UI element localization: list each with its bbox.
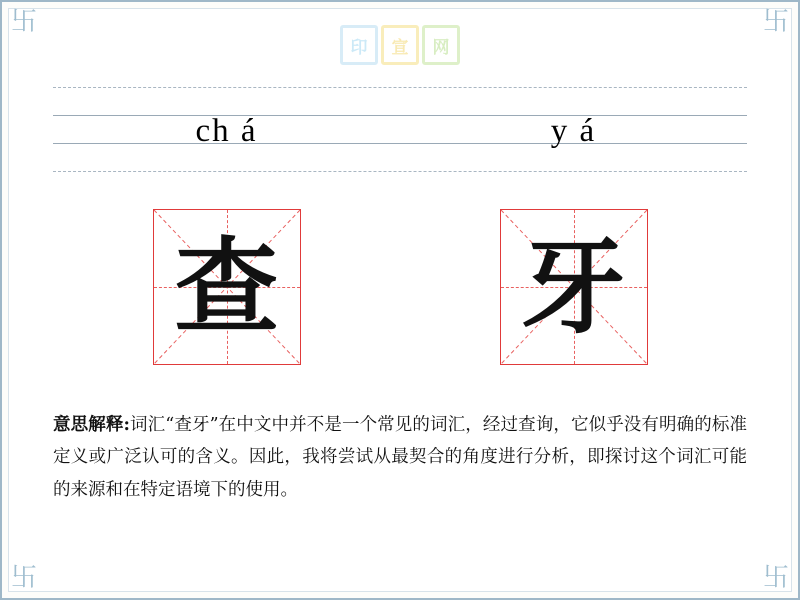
explanation-text: 词汇“查牙”在中文中并不是一个常见的词汇，经过查询，它似乎没有明确的标准定义或广泛认可的含义。因此，我将尝试从最契合的角度进行分析，即探讨这个词汇可能的来源和在特定语境下的使用。 <box>53 415 748 500</box>
watermark-box-2: 宣 <box>381 25 419 65</box>
pinyin-text-2: y á <box>550 112 597 149</box>
watermark-logo <box>340 25 460 65</box>
character-grid-area <box>53 209 747 369</box>
character-cell-2 <box>400 209 747 369</box>
page-inner-border <box>8 8 792 592</box>
explanation-label: 意思解释: <box>53 415 130 435</box>
character-glyph-2: 牙 <box>521 225 626 348</box>
explanation-paragraph <box>53 409 747 506</box>
corner-ornament-top-left: 卐 <box>11 7 38 37</box>
corner-ornament-bottom-left: 卐 <box>11 563 38 593</box>
tianzige-box-1 <box>153 209 301 365</box>
character-cell-1 <box>53 209 400 369</box>
character-glyph-1: 查 <box>174 225 279 348</box>
pinyin-stave-area <box>53 87 747 171</box>
pinyin-cell-1 <box>53 87 400 171</box>
pinyin-row <box>53 87 747 171</box>
corner-ornament-bottom-right: 卐 <box>763 563 790 593</box>
watermark-box-3: 网 <box>422 25 460 65</box>
pinyin-cell-2 <box>400 87 747 171</box>
watermark-box-1: 印 <box>340 25 378 65</box>
corner-ornament-top-right: 卐 <box>763 7 790 37</box>
pinyin-text-1: ch á <box>195 112 258 149</box>
tianzige-box-2 <box>500 209 648 365</box>
stave-line-4 <box>53 171 747 172</box>
